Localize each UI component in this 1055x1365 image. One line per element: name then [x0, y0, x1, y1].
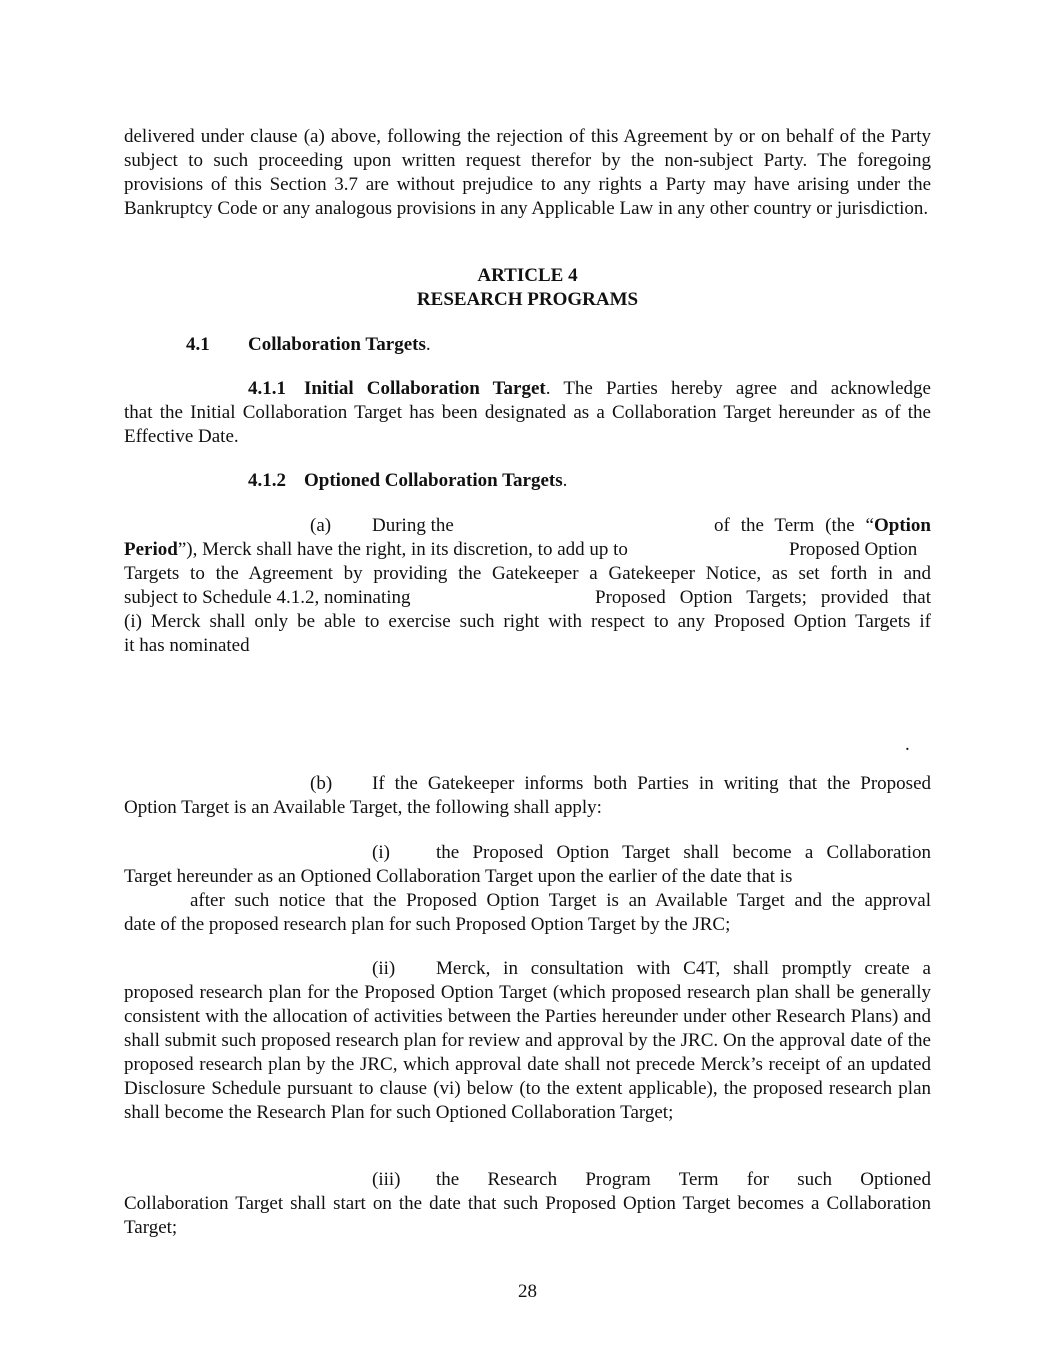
section-4-1-number: 4.1: [186, 334, 210, 355]
clause-a-line5: [124, 610, 931, 634]
section-4-1-2-heading: [248, 469, 567, 493]
section-4-1-1-first-line: [124, 377, 931, 401]
clause-ii-body: proposed research plan for the Proposed Option Target (which proposed research plan shall be generally consistent with the allocation of activities between the Parties hereunder under other Research Plans) and shall submit such proposed research plan for review and approval by the JRC. On the approval date of the proposed research plan by the JRC, which approval date shall not precede Merck’s receipt of an updated Disclosure Schedule pursuant to clause (vi) below (to the extent applicable), the proposed research plan shall become the Research Plan for such Optioned Collaboration Target;: [124, 982, 931, 1123]
clause-a-line4-end: Proposed Option Targets; provided that: [595, 587, 931, 608]
article-title: RESEARCH PROGRAMS: [416, 289, 639, 310]
clause-a-line2-start: [124, 538, 628, 562]
option-term-bold: Option: [873, 515, 931, 536]
section-4-1-1-line1: . The Parties hereby agree and acknowledge: [545, 378, 931, 399]
clause-i-line3: after such notice that the Proposed Option Target is an Available Target and the approval: [190, 890, 931, 911]
page-number: 28: [518, 1281, 537, 1302]
clause-a-line1-text: of the Term (the “: [714, 515, 874, 536]
clause-a-line4-start: subject to Schedule 4.1.2, nominating: [124, 587, 411, 608]
section-4-1-period: .: [425, 334, 431, 355]
clause-b-label: (b): [310, 773, 333, 794]
clause-a-line3-text: Targets to the Agreement by providing the Gatekeeper a Gatekeeper Notice, as set forth in and: [124, 563, 931, 584]
clause-b-line1: If the Gatekeeper informs both Parties in writing that the Proposed: [372, 773, 931, 794]
section-4-1-heading: [248, 333, 431, 357]
clause-b-line2: Option Target is an Available Target, the following shall apply:: [124, 797, 602, 818]
clause-i-line2: Target hereunder as an Optioned Collaboration Target upon the earlier of the date that is: [124, 866, 793, 887]
clause-ii-line1: Merck, in consultation with C4T, shall promptly create a: [436, 958, 931, 979]
section-4-1-title: Collaboration Targets: [248, 334, 426, 355]
clause-i-line1: the Proposed Option Target shall become a Collaboration: [436, 842, 931, 863]
clause-a-label: (a): [310, 515, 332, 536]
clause-a-line5-text: (i) Merck shall only be able to exercise such right with respect to any Proposed Option Targets if: [124, 611, 931, 632]
clause-iii-body: Collaboration Target shall start on the date that such Proposed Option Target becomes a Collaboration Target;: [124, 1193, 931, 1238]
clause-iii-label: (iii): [372, 1169, 401, 1190]
section-4-1-2-number: 4.1.2: [248, 470, 286, 491]
clause-i-label: (i): [372, 842, 390, 863]
clause-a-line1-start: During the: [372, 515, 454, 536]
clause-a-line2-text: ”), Merck shall have the right, in its discretion, to add up to: [177, 539, 628, 560]
clause-iii-line1: the Research Program Term for such Optioned: [436, 1169, 931, 1190]
clause-ii-label: (ii): [372, 958, 396, 979]
section-4-1-1-number: 4.1.1: [248, 378, 286, 399]
section-4-1-2-title: Optioned Collaboration Targets: [304, 470, 563, 491]
period-term-bold: Period: [124, 539, 178, 560]
clause-a-line1-end: [714, 514, 931, 538]
section-4-1-1-title: Initial Collaboration Target: [304, 378, 546, 399]
article-number: ARTICLE 4: [477, 265, 578, 286]
clause-a-trailing-period: .: [905, 734, 910, 755]
section-4-1-2-period: .: [562, 470, 568, 491]
section-4-1-1-body: that the Initial Collaboration Target has been designated as a Collaboration Target hereunder as of the Effective Date.: [124, 402, 931, 447]
clause-a-line3: [124, 562, 931, 586]
section-4-1-1: [124, 377, 931, 449]
clause-a-line6: it has nominated: [124, 635, 250, 656]
clause-i-line4: date of the proposed research plan for such Proposed Option Target by the JRC;: [124, 914, 731, 935]
clause-a-line2-end: Proposed Option: [789, 539, 918, 560]
continuation-paragraph: delivered under clause (a) above, following the rejection of this Agreement by or on behalf of the Party subject to such proceeding upon written request therefor by the non-subject Party. The foregoing provisions of this Section 3.7 are without prejudice to any rights a Party may have arising under the Bankruptcy Code or any analogous provisions in any Applicable Law in any other country or jurisdiction.: [124, 126, 931, 219]
